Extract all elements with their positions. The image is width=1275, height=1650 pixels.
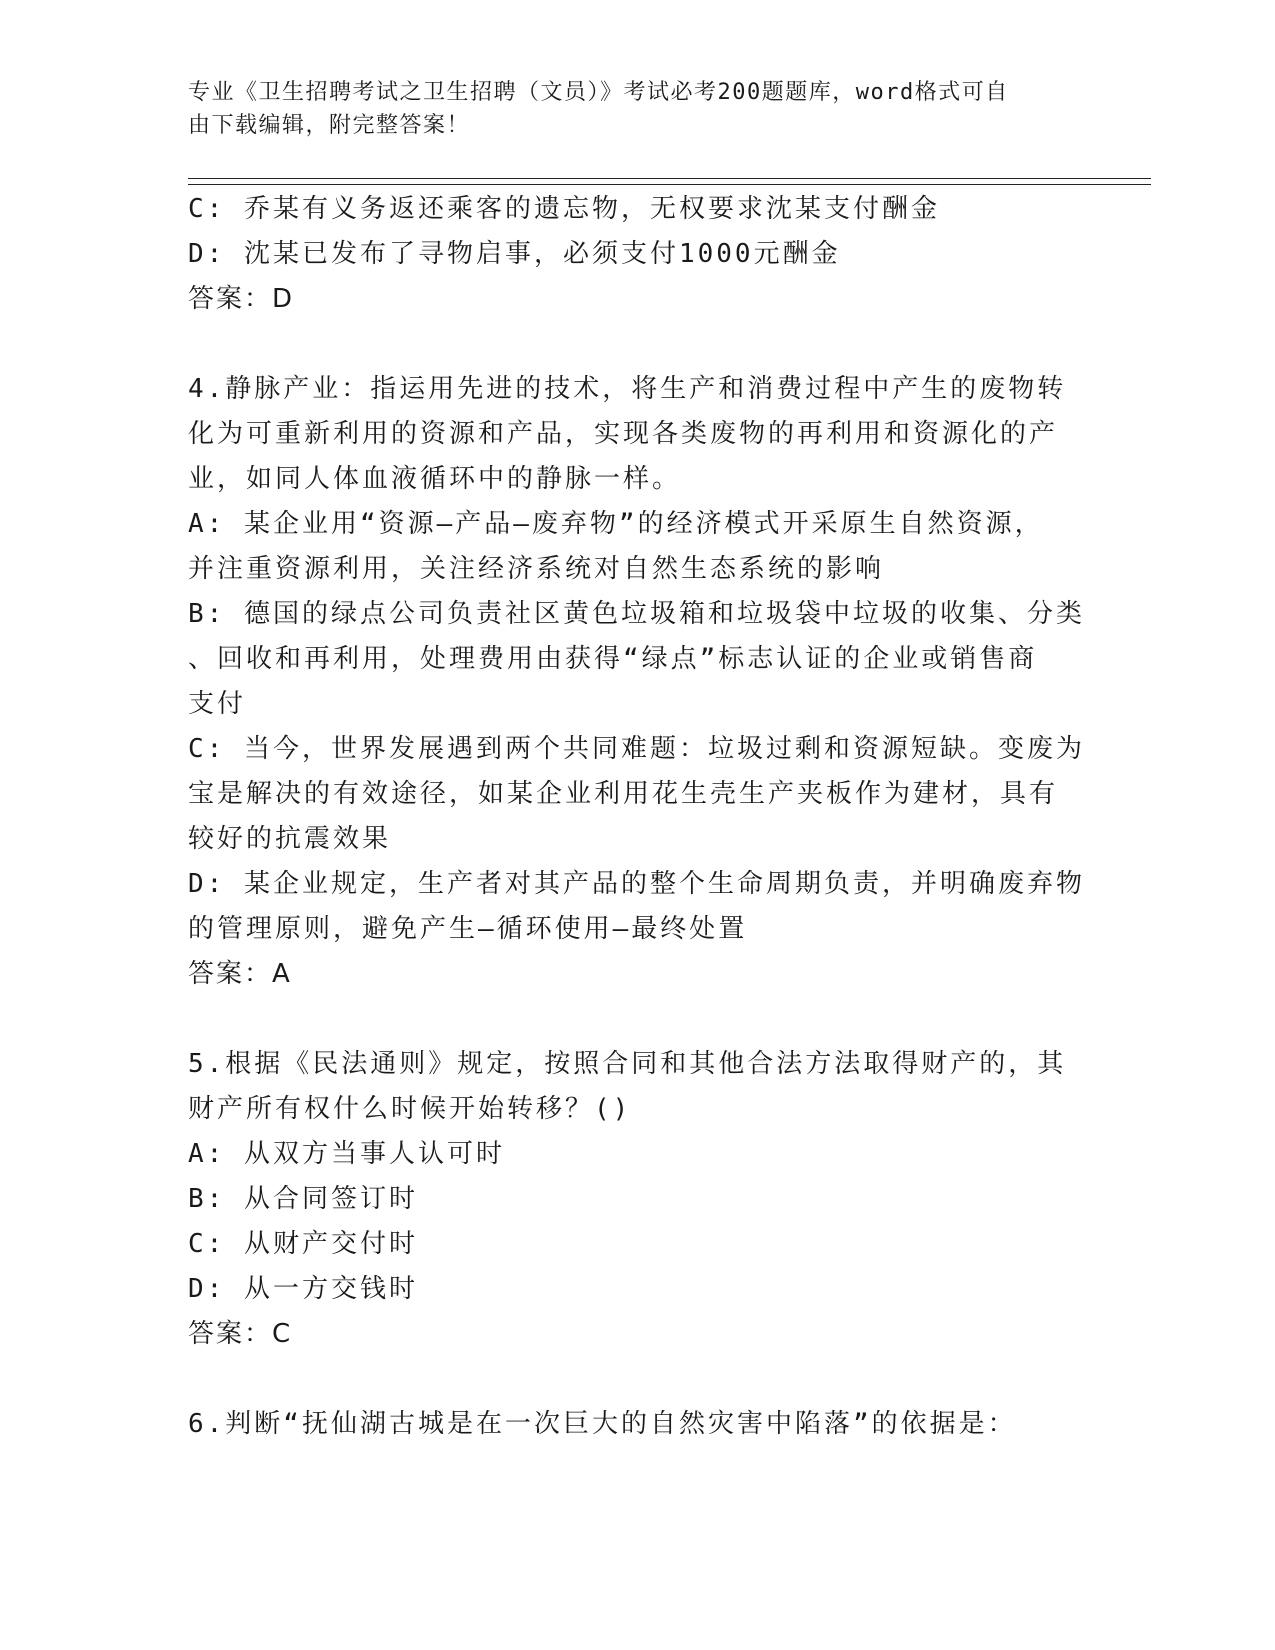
header-line-2: 由下载编辑，附完整答案！ [188,113,471,138]
q4-option-c-line: 宝是解决的有效途径，如某企业利用花生壳生产夹板作为建材，具有 [188,779,1059,809]
q3-option-c: C: 乔某有义务返还乘客的遗忘物，无权要求沈某支付酬金 [188,194,940,224]
q4-option-b-line: 支付 [188,689,247,719]
q4-stem-line: 化为可重新利用的资源和产品，实现各类废物的再利用和资源化的产 [188,419,1059,449]
header-divider-top [188,178,1151,179]
q3-option-d: D: 沈某已发布了寻物启事，必须支付1000元酬金 [188,239,841,269]
q4-option-b-line: B: 德国的绿点公司负责社区黄色垃圾箱和垃圾袋中垃圾的收集、分类 [188,599,1085,629]
q4-option-d-line: D: 某企业规定，生产者对其产品的整个生命周期负责，并明确废弃物 [188,869,1085,899]
header-divider-bottom [188,184,1151,185]
question-content [188,187,1088,1447]
q4-option-b-line: 、回收和再利用，处理费用由获得“绿点”标志认证的企业或销售商 [188,644,1038,674]
q5-stem-line: 财产所有权什么时候开始转移？() [188,1094,632,1124]
question-4 [188,367,1088,997]
q4-option-c-line: 较好的抗震效果 [188,824,392,854]
q5-option-c: C: 从财产交付时 [188,1229,418,1259]
q4-option-a-line: 并注重资源利用，关注经济系统对自然生态系统的影响 [188,554,885,584]
q4-stem-line: 业，如同人体血液循环中的静脉一样。 [188,464,682,494]
q4-option-a-line: A: 某企业用“资源—产品—废弃物”的经济模式开采原生自然资源， [188,509,1044,539]
question-5 [188,1042,1088,1357]
q5-answer: 答案：C [188,1319,293,1349]
header-line-1: 专业《卫生招聘考试之卫生招聘（文员）》考试必考200题题库，word格式可自 [188,80,1009,105]
q4-stem-line: 4.静脉产业：指运用先进的技术，将生产和消费过程中产生的废物转 [188,374,1067,404]
q6-stem: 6.判断“抚仙湖古城是在一次巨大的自然灾害中陷落”的依据是： [188,1409,1017,1439]
question-3 [188,187,1088,322]
spacer [188,322,1088,367]
q5-option-b: B: 从合同签订时 [188,1184,418,1214]
q4-answer: 答案：A [188,959,292,989]
q3-answer: 答案：D [188,284,295,314]
spacer [188,997,1088,1042]
spacer [188,1357,1088,1402]
q5-option-d: D: 从一方交钱时 [188,1274,418,1304]
q4-option-c-line: C: 当今，世界发展遇到两个共同难题：垃圾过剩和资源短缺。变废为 [188,734,1085,764]
q5-stem-line: 5.根据《民法通则》规定，按照合同和其他合法方法取得财产的，其 [188,1049,1067,1079]
document-header [188,76,1088,142]
q5-option-a: A: 从双方当事人认可时 [188,1139,505,1169]
question-6 [188,1402,1088,1447]
q4-option-d-line: 的管理原则，避免产生—循环使用—最终处置 [188,914,748,944]
